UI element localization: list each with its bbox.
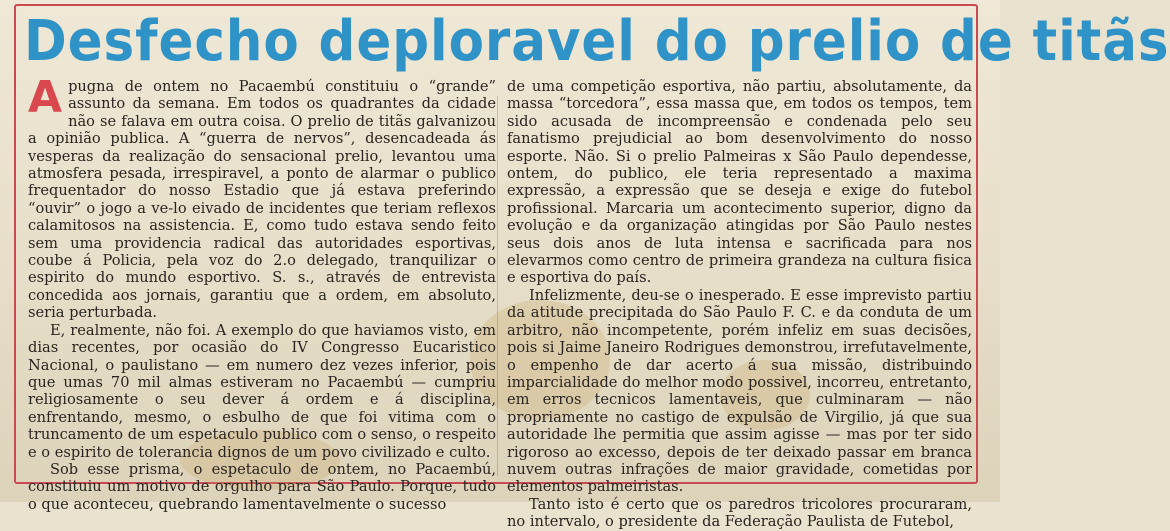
paragraph-6: Tanto isto é certo que os paredros tricolores procuraram, no intervalo, o presidente da Federação Paulista de Futebol, (507, 495, 972, 531)
paragraph-1 (28, 72, 496, 322)
headline: Desfecho deploravel do prelio de titãs (24, 9, 1170, 74)
paragraph-2: E, realmente, não foi. A exemplo do que haviamos visto, em dias recentes, por ocasião do IV Congresso Eucaristico Nacional, o paulistano — em numero dez vezes inferior, pois que umas 70 mil almas estiveram no Pacaembú — cumpriu religiosamente o seu dever á ordem e á disciplina, enfrentando, mesmo, o esbulho de que foi vitima com o truncamento de um espetaculo publico com o senso, o respeito e o espirito de tolerancia dignos de um povo civilizado e culto. (28, 321, 496, 461)
paragraph-5: Infelizmente, deu-se o inesperado. E esse imprevisto partiu da atitude precipitada do São Paulo F. C. e da conduta de um arbitro, não incompetente, porém infeliz em suas decisões, pois si Jaime Janeiro Rodrigues demonstrou, irrefutavelmente, o empenho de dar acerto á sua missão, distribuindo imparcialidade do melhor modo possivel, incorreu, entretanto, em erros tecnicos lamentaveis, que culminaram — não propriamente no castigo de expulsão de Virgilio, já que sua autoridade lhe permitia que assim agisse — mas por ter sido rigoroso ao excesso, depois de ter deixado passar em branca nuvem outras infrações de maior gravidade, cometidas por elementos palmeiristas. (507, 286, 972, 496)
paragraph-3: Sob esse prisma, o espetaculo de ontem, no Pacaembú, constituiu um motivo de orgulho para São Paulo. Porque, tudo o que aconteceu, quebrando lamentavelmente o sucesso (28, 460, 496, 513)
paragraph-4: de uma competição esportiva, não partiu, absolutamente, da massa “torcedora”, essa massa que, em todos os tempos, tem sido acusada de incompreensão e condenada pelo seu fanatismo prejudicial ao bom desenvolvimento do nosso esporte. Não. Si o prelio Palmeiras x São Paulo dependesse, ontem, do publico, ele teria representado a maxima expressão, a expressão que se deseja e exige do futebol profissional. Marcaria um acontecimento superior, digno da evolução e da organização atingidas por São Paulo nestes seus dois anos de luta intensa e sacrificada para nos elevarmos como centro de primeira grandeza na cultura fisica e esportiva do país. (507, 78, 972, 287)
paragraph-1-text: pugna de ontem no Pacaembú constituiu o “grande” assunto da semana. Em todos os quadrantes da cidade não se falava em outra coisa. O prelio de titãs galvanizou a opinião publica. A “guerra de nervos”, desencadeada ás vesperas da realização do sensacional prelio, levantou uma atmosfera pesada, irrespiravel, a ponto de alarmar o publico frequentador do nosso Estadio que já estava preferindo “ouvir” o jogo a ve-lo eivado de incidentes que teriam reflexos calamitosos na assistencia. E, como tudo estava sendo feito sem uma providencia radical das autoridades esportivas, coube á Policia, pela voz do 2.o delegado, tranquilizar o espirito do mundo esportivo. S. s., através de entrevista concedida aos jornais, garantiu que a ordem, em absoluto, seria perturbada. (28, 78, 496, 322)
right-column (507, 78, 972, 531)
drop-cap: A (28, 72, 63, 123)
left-column (28, 72, 496, 513)
column-divider (497, 96, 498, 476)
